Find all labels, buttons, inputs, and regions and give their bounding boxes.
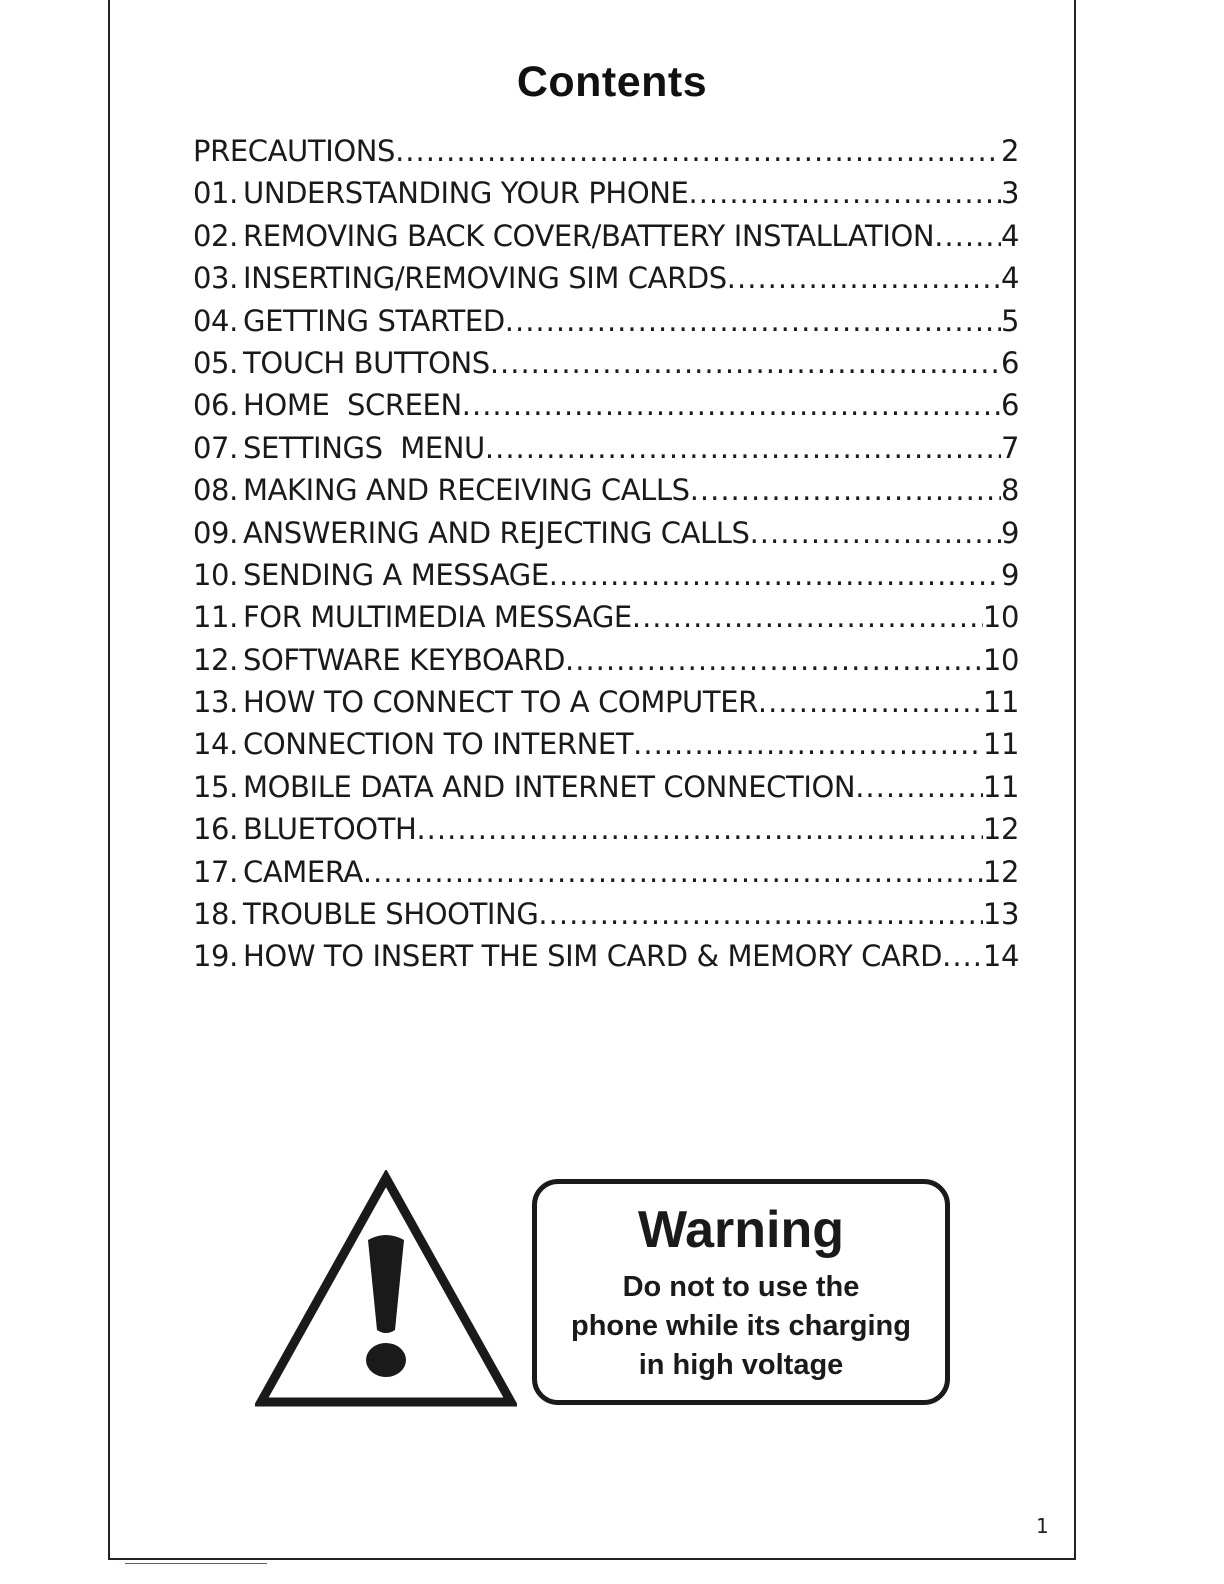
toc-entry-label: PRECAUTIONS bbox=[193, 134, 396, 168]
toc-entry-label: UNDERSTANDING YOUR PHONE bbox=[243, 176, 689, 211]
toc-entry bbox=[193, 643, 1019, 685]
warning-heading: Warning bbox=[637, 1201, 845, 1259]
toc-entry-page: 4 bbox=[1000, 261, 1019, 296]
toc-entry bbox=[193, 770, 1019, 812]
toc-entry-label: GETTING STARTED bbox=[243, 303, 505, 338]
toc-entry bbox=[193, 516, 1019, 558]
toc-entry-page: 3 bbox=[1000, 176, 1019, 211]
toc-entry-page: 6 bbox=[1000, 388, 1019, 423]
toc-entry-number: 16. bbox=[193, 812, 238, 847]
toc-entry-label: MOBILE DATA AND INTERNET CONNECTION bbox=[243, 769, 856, 804]
toc-dot-leader bbox=[538, 897, 982, 931]
toc-entry-number: 08. bbox=[193, 473, 238, 508]
toc-entry-page: 2 bbox=[1000, 134, 1019, 168]
toc-entry-number: 03. bbox=[193, 261, 238, 296]
toc-entry-page: 5 bbox=[1000, 303, 1019, 338]
toc-entry-label: CAMERA bbox=[243, 854, 363, 889]
toc-entry bbox=[193, 431, 1019, 473]
toc-entry-page: 11 bbox=[982, 769, 1019, 804]
toc-dot-leader bbox=[688, 176, 1000, 210]
toc-dot-leader bbox=[416, 812, 982, 846]
toc-dot-leader bbox=[462, 388, 1001, 422]
toc-entry bbox=[193, 219, 1019, 261]
toc-entry-label: HOW TO INSERT THE SIM CARD & MEMORY CARD bbox=[243, 939, 943, 974]
toc-dot-leader bbox=[490, 346, 1001, 380]
toc-entry-number: 07. bbox=[193, 430, 238, 465]
toc-entry-label: SOFTWARE KEYBOARD bbox=[243, 642, 566, 677]
toc-dot-leader bbox=[855, 770, 983, 804]
toc-entry-page: 6 bbox=[1000, 345, 1019, 380]
toc-entry-page: 11 bbox=[982, 727, 1019, 762]
toc-entry-label: ANSWERING AND REJECTING CALLS bbox=[243, 515, 750, 550]
toc-dot-leader bbox=[565, 643, 983, 677]
toc-entry-number: 11. bbox=[193, 600, 238, 635]
toc-entry bbox=[193, 939, 1019, 981]
toc-dot-leader bbox=[934, 219, 1001, 253]
toc-entry-label: TOUCH BUTTONS bbox=[243, 345, 490, 380]
toc-entry bbox=[193, 304, 1019, 346]
toc-entry-number: 19. bbox=[193, 939, 238, 974]
toc-dot-leader bbox=[395, 134, 1001, 168]
toc-entry-label: CONNECTION TO INTERNET bbox=[243, 727, 634, 762]
toc-entry-label: INSERTING/REMOVING SIM CARDS bbox=[243, 261, 727, 296]
toc-entry-number: 15. bbox=[193, 769, 238, 804]
toc-entry bbox=[193, 897, 1019, 939]
toc-entry-label: FOR MULTIMEDIA MESSAGE bbox=[243, 600, 632, 635]
toc-entry bbox=[193, 812, 1019, 854]
toc-entry-page: 8 bbox=[1000, 473, 1019, 508]
toc-entry-label: HOME SCREEN bbox=[243, 388, 462, 423]
toc-dot-leader bbox=[727, 261, 1001, 295]
toc-entry-label: SETTINGS MENU bbox=[243, 430, 485, 465]
page-title: Contents bbox=[516, 58, 708, 106]
warning-triangle-icon bbox=[255, 1170, 517, 1408]
toc-entry-page: 12 bbox=[982, 812, 1019, 847]
toc-dot-leader bbox=[485, 431, 1001, 465]
toc-entry-number: 04. bbox=[193, 303, 238, 338]
toc-entry-label: TROUBLE SHOOTING bbox=[243, 897, 539, 932]
toc-dot-leader bbox=[549, 558, 1001, 592]
toc-entry bbox=[193, 473, 1019, 515]
toc-entry-number: 18. bbox=[193, 897, 238, 932]
toc-entry-page: 13 bbox=[982, 897, 1019, 932]
toc-entry-number: 10. bbox=[193, 557, 238, 592]
toc-entry bbox=[193, 134, 1019, 176]
toc-entry-number: 12. bbox=[193, 642, 238, 677]
toc-entry-number: 06. bbox=[193, 388, 238, 423]
toc-entry-number: 09. bbox=[193, 515, 238, 550]
toc-entry bbox=[193, 176, 1019, 218]
toc-entry-label: REMOVING BACK COVER/BATTERY INSTALLATION bbox=[243, 218, 935, 253]
toc-dot-leader bbox=[758, 685, 983, 719]
toc-entry-number: 02. bbox=[193, 218, 238, 253]
toc-entry-page: 14 bbox=[982, 939, 1019, 974]
toc-dot-leader bbox=[632, 600, 983, 634]
toc-entry-label: MAKING AND RECEIVING CALLS bbox=[243, 473, 690, 508]
toc-entry-number: 01. bbox=[193, 176, 238, 211]
toc-entry-page: 9 bbox=[1000, 557, 1019, 592]
page-number: 1 bbox=[1036, 1514, 1049, 1538]
toc-entry bbox=[193, 388, 1019, 430]
toc-entry bbox=[193, 685, 1019, 727]
footer-rule bbox=[125, 1563, 267, 1564]
toc-entry-page: 7 bbox=[1000, 430, 1019, 465]
toc-dot-leader bbox=[505, 304, 1001, 338]
toc-entry-page: 10 bbox=[982, 600, 1019, 635]
toc-entry bbox=[193, 558, 1019, 600]
toc-dot-leader bbox=[690, 473, 1001, 507]
toc-entry-number: 14. bbox=[193, 727, 238, 762]
warning-notice bbox=[532, 1179, 950, 1405]
toc-entry-number: 17. bbox=[193, 854, 238, 889]
toc-entry bbox=[193, 346, 1019, 388]
toc-entry-label: SENDING A MESSAGE bbox=[243, 557, 549, 592]
toc-dot-leader bbox=[750, 516, 1001, 550]
toc-entry bbox=[193, 600, 1019, 642]
toc-entry-number: 05. bbox=[193, 345, 238, 380]
toc-entry-page: 4 bbox=[1000, 218, 1019, 253]
table-of-contents bbox=[193, 134, 1019, 982]
toc-entry-page: 10 bbox=[982, 642, 1019, 677]
warning-text: Do not to use the phone while its charging in high voltage bbox=[571, 1271, 911, 1381]
toc-entry-label: BLUETOOTH bbox=[243, 812, 417, 847]
toc-entry bbox=[193, 727, 1019, 769]
toc-dot-leader bbox=[633, 727, 983, 761]
toc-dot-leader bbox=[363, 855, 983, 889]
toc-dot-leader bbox=[942, 939, 983, 973]
toc-entry bbox=[193, 855, 1019, 897]
toc-entry-label: HOW TO CONNECT TO A COMPUTER bbox=[243, 685, 758, 720]
toc-entry-page: 9 bbox=[1000, 515, 1019, 550]
toc-entry-number: 13. bbox=[193, 685, 238, 720]
toc-entry-page: 12 bbox=[982, 854, 1019, 889]
toc-entry bbox=[193, 261, 1019, 303]
toc-entry-page: 11 bbox=[982, 685, 1019, 720]
